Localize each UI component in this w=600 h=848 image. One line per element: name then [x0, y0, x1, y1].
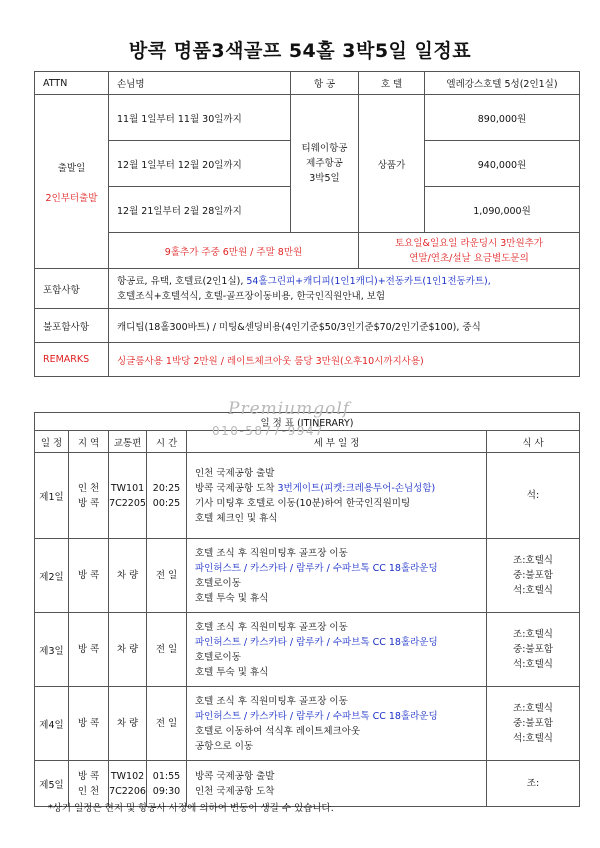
- meal-line: 조:호텔식: [513, 555, 553, 566]
- day-time: [147, 539, 187, 613]
- itinerary-col-header: 시 간: [147, 431, 187, 453]
- day-time: [147, 687, 187, 761]
- day-label: 제4일: [35, 687, 69, 761]
- region-line: 방 콕: [77, 718, 100, 729]
- transport-line: 7C2206: [109, 785, 146, 797]
- day-transport: [109, 539, 147, 613]
- detail-line: [195, 511, 486, 526]
- day-label: 제1일: [35, 453, 69, 539]
- meal-line: 조:: [526, 778, 540, 789]
- detail-line: [195, 709, 486, 724]
- transport-line: 7C2205: [109, 497, 146, 509]
- day-details: [187, 613, 487, 687]
- extra-hole-price: 9홀추가 주중 6만원 / 주말 8만원: [109, 233, 359, 269]
- detail-text: 방콕 국제공항 도착: [195, 482, 278, 494]
- period-price-3: 1,090,000원: [425, 187, 580, 233]
- detail-line: [195, 496, 486, 511]
- info-table: [34, 71, 580, 377]
- detail-text: 호텔 투숙 및 휴식: [195, 592, 269, 604]
- detail-text: 호텔 체크인 및 휴식: [195, 512, 278, 524]
- detail-line: [195, 576, 486, 591]
- period-price-1: 890,000원: [425, 95, 580, 141]
- period-range-1: 11월 1일부터 11월 30일까지: [109, 95, 291, 141]
- itinerary-table: [34, 412, 580, 807]
- region-line: 인 천: [77, 482, 100, 494]
- region-line: 방 콕: [77, 644, 100, 655]
- detail-text: 호텔로 이동하여 석식후 레이트체크아웃: [195, 725, 361, 737]
- footnote: *상기 일정은 현지 및 항공사 사정에 의하여 변동이 생길 수 있습니다.: [48, 803, 334, 814]
- region-line: 방 콕: [77, 497, 100, 509]
- day-label: 제2일: [35, 539, 69, 613]
- day-time: [147, 453, 187, 539]
- detail-text: 파인허스트 / 카스카타 / 람루카 / 수파브톡 CC 18홀라운딩: [195, 710, 438, 722]
- detail-line: [195, 546, 486, 561]
- excluded-label: 불포함사항: [35, 309, 109, 343]
- day-label: 제5일: [35, 761, 69, 807]
- day-region: [69, 539, 109, 613]
- itinerary-col-header: 세 부 일 정: [187, 431, 487, 453]
- detail-line: [195, 481, 486, 496]
- excluded-value: 캐디팁(18홀300바트) / 미팅&센딩비용(4인기준$50/3인기준$70/2인기준$100), 중식: [109, 309, 580, 343]
- detail-line: [195, 620, 486, 635]
- day-region: [69, 613, 109, 687]
- included-line-2: 호텔조식+호텔석식, 호텔-골프장이동비용, 한국인직원안내, 보험: [117, 290, 386, 302]
- day-meals: [487, 687, 580, 761]
- meal-line: 석:호텔식: [513, 733, 553, 744]
- itinerary-day-row: [35, 613, 580, 687]
- day-transport: [109, 453, 147, 539]
- region-line: 방 콕: [77, 770, 100, 782]
- period-price-2: 940,000원: [425, 141, 580, 187]
- detail-line: [195, 694, 486, 709]
- detail-line: [195, 650, 486, 665]
- departure-note: 2인부터출발: [45, 192, 98, 204]
- time-line: 01:55: [152, 770, 181, 782]
- included-line-1: [117, 274, 579, 289]
- day-details: [187, 539, 487, 613]
- meal-line: 중:불포함: [513, 570, 553, 581]
- included-part-a: 항공료, 유택, 호텔료(2인1실),: [117, 275, 247, 287]
- meal-line: 중:불포함: [513, 718, 553, 729]
- day-meals: [487, 613, 580, 687]
- day-meals: [487, 761, 580, 807]
- included-label: 포함사항: [35, 269, 109, 309]
- detail-line: [195, 466, 486, 481]
- airline-line-1: 티웨이항공: [301, 143, 348, 154]
- meal-line: 석:: [526, 490, 540, 501]
- meal-line: 석:호텔식: [513, 585, 553, 596]
- departure-label: 출발일: [57, 162, 86, 174]
- watermark-phone: 010-5877-9947: [212, 424, 325, 438]
- meal-line: 조:호텔식: [513, 703, 553, 714]
- watermark-brand: Premiumgolf: [228, 399, 351, 419]
- time-line: 09:30: [152, 785, 181, 797]
- detail-text: 기사 미팅후 호텔로 이동(10분)하여 한국인직원미팅: [195, 497, 411, 509]
- day-label: 제3일: [35, 613, 69, 687]
- itinerary-col-header: 교통편: [109, 431, 147, 453]
- day-details: [187, 453, 487, 539]
- detail-text: 호텔 조식 후 직원미팅후 골프장 이동: [195, 547, 348, 559]
- transport-line: TW102: [110, 770, 145, 782]
- detail-text: 호텔 조식 후 직원미팅후 골프장 이동: [195, 621, 348, 633]
- detail-text: 호텔 조식 후 직원미팅후 골프장 이동: [195, 695, 348, 707]
- product-label: 상품가: [359, 95, 425, 233]
- weekend-surcharge: [359, 233, 580, 269]
- meal-line: 조:호텔식: [513, 629, 553, 640]
- weekend-line-2: 연말/연초/설날 요금별도문의: [409, 252, 529, 264]
- transport-line: 차 량: [116, 718, 139, 729]
- time-line: 전 일: [155, 644, 178, 655]
- day-time: [147, 613, 187, 687]
- attn-value: 손님명: [109, 72, 291, 95]
- attn-label: ATTN: [35, 72, 109, 95]
- day-meals: [487, 453, 580, 539]
- day-transport: [109, 687, 147, 761]
- period-range-2: 12월 1일부터 12월 20일까지: [109, 141, 291, 187]
- detail-text: 공항으로 이동: [195, 740, 254, 752]
- detail-text: 호텔로이동: [195, 577, 241, 589]
- itinerary-col-header: 식 사: [487, 431, 580, 453]
- detail-text: 인천 국제공항 도착: [195, 785, 275, 797]
- time-line: 전 일: [155, 718, 178, 729]
- detail-highlight: 3번게이트(피켓:크레용투어-손님성함): [277, 482, 436, 494]
- detail-text: 파인허스트 / 카스카타 / 람루카 / 수파브톡 CC 18홀라운딩: [195, 636, 438, 648]
- itinerary-day-row: [35, 453, 580, 539]
- detail-text: 인천 국제공항 출발: [195, 467, 275, 479]
- departure-cell: [35, 95, 109, 269]
- hotel-value: 엘레강스호텔 5성(2인1실): [425, 72, 580, 95]
- remarks-label: REMARKS: [35, 343, 109, 377]
- included-part-b: 54홀그린피+캐디피(1인1캐디)+전동카트(1인1전동카트),: [246, 275, 491, 287]
- itinerary-col-header: 일 정: [35, 431, 69, 453]
- detail-line: [195, 665, 486, 680]
- hotel-label: 호 텔: [359, 72, 425, 95]
- day-details: [187, 687, 487, 761]
- detail-text: 호텔로이동: [195, 651, 241, 663]
- detail-line: [195, 739, 486, 754]
- transport-line: 차 량: [116, 644, 139, 655]
- day-region: [69, 453, 109, 539]
- itinerary-day-row: [35, 687, 580, 761]
- period-range-3: 12월 21일부터 2월 28일까지: [109, 187, 291, 233]
- detail-line: [195, 769, 486, 784]
- day-region: [69, 687, 109, 761]
- detail-line: [195, 724, 486, 739]
- airline-value: [291, 95, 359, 233]
- day-transport: [109, 613, 147, 687]
- detail-line: [195, 635, 486, 650]
- transport-line: 차 량: [116, 570, 139, 581]
- airline-label: 항 공: [291, 72, 359, 95]
- detail-text: 방콕 국제공항 출발: [195, 770, 275, 782]
- page-title: 방콕 명품3색골프 54홀 3박5일 일정표: [128, 40, 472, 62]
- meal-line: 중:불포함: [513, 644, 553, 655]
- time-line: 00:25: [152, 497, 181, 509]
- detail-text: 파인허스트 / 카스카타 / 람루카 / 수파브톡 CC 18홀라운딩: [195, 562, 438, 574]
- detail-text: 호텔 투숙 및 휴식: [195, 666, 269, 678]
- meal-line: 석:호텔식: [513, 659, 553, 670]
- transport-line: TW101: [110, 482, 145, 494]
- region-line: 방 콕: [77, 570, 100, 581]
- itinerary-heading: 일 정 표 (ITINERARY): [35, 413, 580, 431]
- detail-line: [195, 784, 486, 799]
- time-line: 20:25: [152, 482, 181, 494]
- detail-line: [195, 591, 486, 606]
- itinerary-col-header: 지 역: [69, 431, 109, 453]
- time-line: 전 일: [155, 570, 178, 581]
- weekend-line-1: 토요일&일요일 라운딩시 3만원추가: [395, 237, 543, 249]
- airline-line-2: 제주항공: [306, 158, 343, 169]
- included-value: [109, 269, 580, 309]
- day-meals: [487, 539, 580, 613]
- itinerary-day-row: [35, 539, 580, 613]
- region-line: 인 천: [77, 785, 100, 797]
- airline-line-3: 3박5일: [309, 173, 340, 184]
- remarks-value: 싱글룸사용 1박당 2만원 / 레이트체크아웃 룸당 3만원(오후10시까지사용): [109, 343, 580, 377]
- detail-line: [195, 561, 486, 576]
